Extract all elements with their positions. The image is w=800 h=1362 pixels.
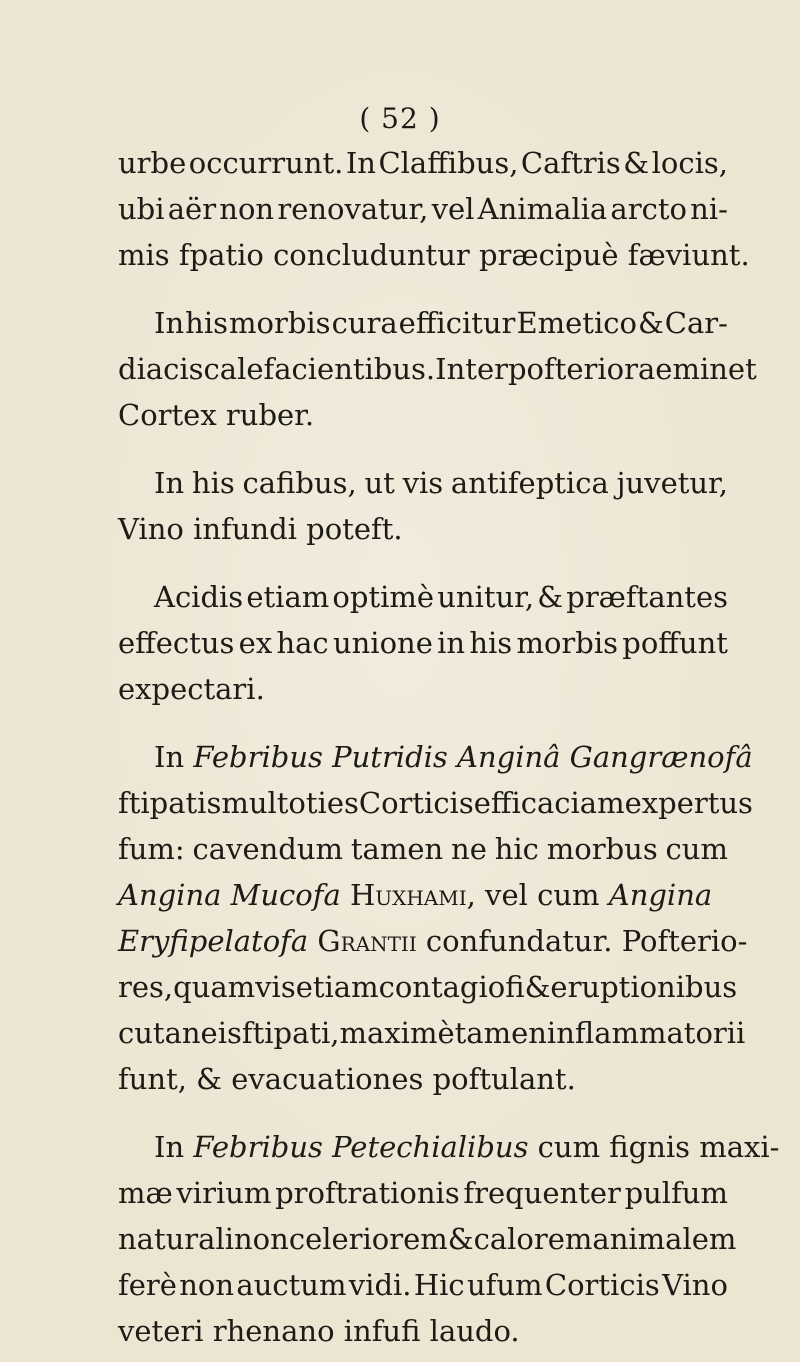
word: In [154,466,185,500]
word: expertus [624,786,753,820]
word: cafibus, [242,466,357,500]
word: eminet [655,352,757,386]
word: fum: [118,832,185,866]
word: & [447,1222,474,1256]
word: & [623,146,650,180]
text-line [118,1010,746,1056]
word: cavendum [192,832,344,866]
text-line: expectari. [118,672,265,706]
word: auctum [236,1268,347,1302]
word: unitur, [437,580,535,614]
text-run: cum fignis maxi- [528,1130,780,1164]
text-line: veteri rhenano infufi laudo. [118,1314,520,1348]
word: cura [331,306,398,340]
italic-text: Febribus Putridis Anginâ Gangrænofâ [193,740,753,774]
word: maximè [339,1016,455,1050]
word: res, [118,970,174,1004]
text-line [118,1124,780,1170]
word: præftantes [566,580,728,614]
word: vis [402,466,444,500]
word: morbis [229,306,331,340]
italic-text: Eryfipelatofa [118,924,309,958]
word: Inter [435,352,508,386]
word: Caftris [520,146,621,180]
word: ni- [690,192,728,226]
text-line [118,734,753,780]
word: vel [431,192,475,226]
word: cum [665,832,728,866]
word: In [154,306,185,340]
text-line [118,620,728,666]
word: ftipati, [241,1016,340,1050]
word: his [469,626,513,660]
word: ubi [118,192,165,226]
paragraph-gap [118,712,728,734]
word: ufum [466,1268,543,1302]
word: Acidis [154,580,244,614]
word: juvetur, [616,466,728,500]
word: his [191,466,235,500]
text-line [118,1216,737,1262]
word: efficitur [398,306,516,340]
word: renovatur, [277,192,429,226]
text-line [118,964,738,1010]
word: ut [364,466,395,500]
text-line [118,186,728,232]
word: & [537,580,564,614]
word: locis, [651,146,728,180]
word: hic [494,832,539,866]
text-run: In [154,1130,194,1164]
word: morbis [516,626,619,660]
small-caps-name: Grantii [317,924,417,958]
word: Corticis [544,1268,660,1302]
text-run: , vel cum [466,878,609,912]
text-line [118,826,728,872]
text-line [118,300,728,346]
text-run [341,878,350,912]
italic-text: Febribus Petechialibus [193,1130,529,1164]
text-run: In [154,740,194,774]
text-line [118,140,728,186]
word: multoties [221,786,359,820]
text-line [118,1262,728,1308]
word: celeriorem [288,1222,448,1256]
text-line [118,1170,728,1216]
word: his [185,306,228,340]
word: pofteriora [507,352,656,386]
word: virium [176,1176,272,1210]
paragraph-gap [118,1102,728,1124]
word: poffunt [622,626,728,660]
word: & [637,306,664,340]
italic-text: Angina Mucofa [118,878,341,912]
word: ferè [118,1268,177,1302]
word: cutaneis [118,1016,242,1050]
text-line: mis fpatio concluduntur præcipuè fæviunt. [118,238,750,272]
word: Car- [664,306,728,340]
word: tamen [454,1016,547,1050]
word: vidi. [348,1268,412,1302]
word: non [234,1222,289,1256]
word: In [345,146,376,180]
italic-text: Angina [608,878,713,912]
word: unione [332,626,433,660]
word: non [179,1268,235,1302]
word: in [437,626,466,660]
word: Corticis [358,786,474,820]
word: antifeptica [450,466,609,500]
word: animalem [592,1222,737,1256]
word: calorem [473,1222,593,1256]
word: tamen [350,832,444,866]
paragraph-gap [118,438,728,460]
word: Emetico [516,306,637,340]
text-line [118,872,728,918]
word: ftipatis [118,786,222,820]
word: mæ [118,1176,173,1210]
text-line [118,780,753,826]
word: Vino [662,1268,728,1302]
word: Hic [413,1268,465,1302]
text-line: Cortex ruber. [118,398,315,432]
text-line: Vino infundi poteft. [118,512,403,546]
text-run: confundatur. Pofterio- [416,924,748,958]
text-line [118,918,748,964]
word: hac [276,626,329,660]
word: quamvis [173,970,296,1004]
word: inflammatorii [546,1016,746,1050]
word: diacis [118,352,204,386]
word: ex [238,626,273,660]
word: aër [167,192,217,226]
word: optimè [332,580,435,614]
word: etiam [295,970,379,1004]
text-line [118,460,728,506]
word: Claffibus, [378,146,519,180]
word: eruptionibus [550,970,738,1004]
word: frequenter [463,1176,621,1210]
word: ne [451,832,487,866]
text-line [118,346,757,392]
text-line: funt, & evacuationes poftulant. [118,1062,576,1096]
page-number: ( 52 ) [359,102,441,135]
word: efficaciam [473,786,625,820]
word: Animalia [477,192,608,226]
paragraph-gap [118,552,728,574]
word: pulfum [624,1176,728,1210]
word: & [524,970,551,1004]
word: occurrunt. [188,146,344,180]
word: non [219,192,275,226]
word: etiam [246,580,330,614]
word: naturali [118,1222,234,1256]
word: calefacientibus. [203,352,436,386]
word: urbe [118,146,187,180]
word: contagiofi [378,970,525,1004]
word: arcto [610,192,687,226]
word: effectus [118,626,235,660]
body-text [118,140,780,1354]
paragraph-gap [118,278,728,300]
word: proftrationis [275,1176,460,1210]
text-line [118,574,728,620]
small-caps-name: Huxhami [349,878,467,912]
word: morbus [546,832,658,866]
